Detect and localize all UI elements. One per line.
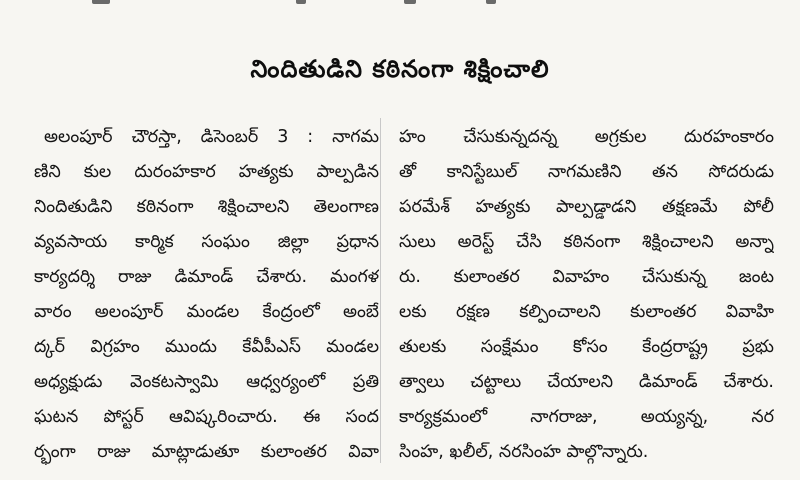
text-line: అధ్యక్షుడు వెంకటస్వామి ఆధ్వర్యంలో ప్రతి (34, 372, 379, 392)
article-body (34, 120, 784, 460)
text-line: పరమేశ్ హత్యకు పాల్పడ్డాడని తక్షణమే పోలీ (399, 197, 774, 217)
text-line: కార్యక్రమంలో నాగరాజు, అయ్యన్న, నర (399, 407, 774, 427)
text-line: కార్యదర్శి రాజు డిమాండ్ చేశారు. మంగళ (34, 267, 379, 287)
text-line: సులు అరెస్ట్ చేసి కఠినంగా శిక్షించాలని అన్నా (399, 232, 774, 252)
cropped-text-fragment (296, 0, 306, 4)
text-line: ణిని కుల దురంహకార హత్యకు పాల్పడిన (34, 162, 379, 182)
cropped-text-fragment (404, 0, 416, 4)
text-line: రు. కులాంతర వివాహం చేసుకున్న జంట (399, 267, 774, 287)
text-line: వ్యవసాయ కార్మిక సంఘం జిల్లా ప్రధాన (34, 232, 379, 252)
text-line: సింహ, ఖలీల్, నరసింహ పాల్గొన్నారు. (399, 442, 649, 462)
text-line: హం చేసుకున్నదన్న అగ్రకుల దురహంకారం (399, 127, 774, 147)
text-line: ద్కర్ విగ్రహం ముందు కేవీపీఎస్ మండల (34, 337, 379, 357)
cropped-text-fragment (92, 0, 110, 4)
text-line: లకు రక్షణ కల్పించాలని కులాంతర వివాహి (399, 302, 774, 322)
text-line: ర్భంగా రాజు మాట్లాడుతూ కులాంతర వివా (34, 442, 379, 462)
text-line: తో కానిస్టేబుల్ నాగమణిని తన సోదరుడు (399, 162, 774, 182)
cropped-text-fragment (486, 0, 496, 4)
text-line: నిందితుడిని కఠినంగా శిక్షించాలని తెలంగాణ (34, 197, 379, 217)
text-line: త్వాలు చట్టాలు చేయాలని డిమాండ్ చేశారు. (399, 372, 774, 392)
left-column (34, 120, 379, 460)
text-line: తులకు సంక్షేమం కోసం కేంద్రరాష్ట్ర ప్రభు (399, 337, 774, 357)
text-line: వారం అలంపూర్ మండల కేంద్రంలో అంబే (34, 302, 379, 322)
top-cropped-strip (0, 0, 800, 8)
right-column (399, 120, 774, 460)
article-headline: నిందితుడిని కఠినంగా శిక్షించాలి (250, 55, 550, 83)
text-line: ఘటన పోస్టర్ ఆవిష్కరించారు. ఈ సంద (34, 407, 379, 427)
text-line: అలంపూర్ చౌరస్తా, డిసెంబర్ 3 : నాగమ (44, 127, 379, 147)
